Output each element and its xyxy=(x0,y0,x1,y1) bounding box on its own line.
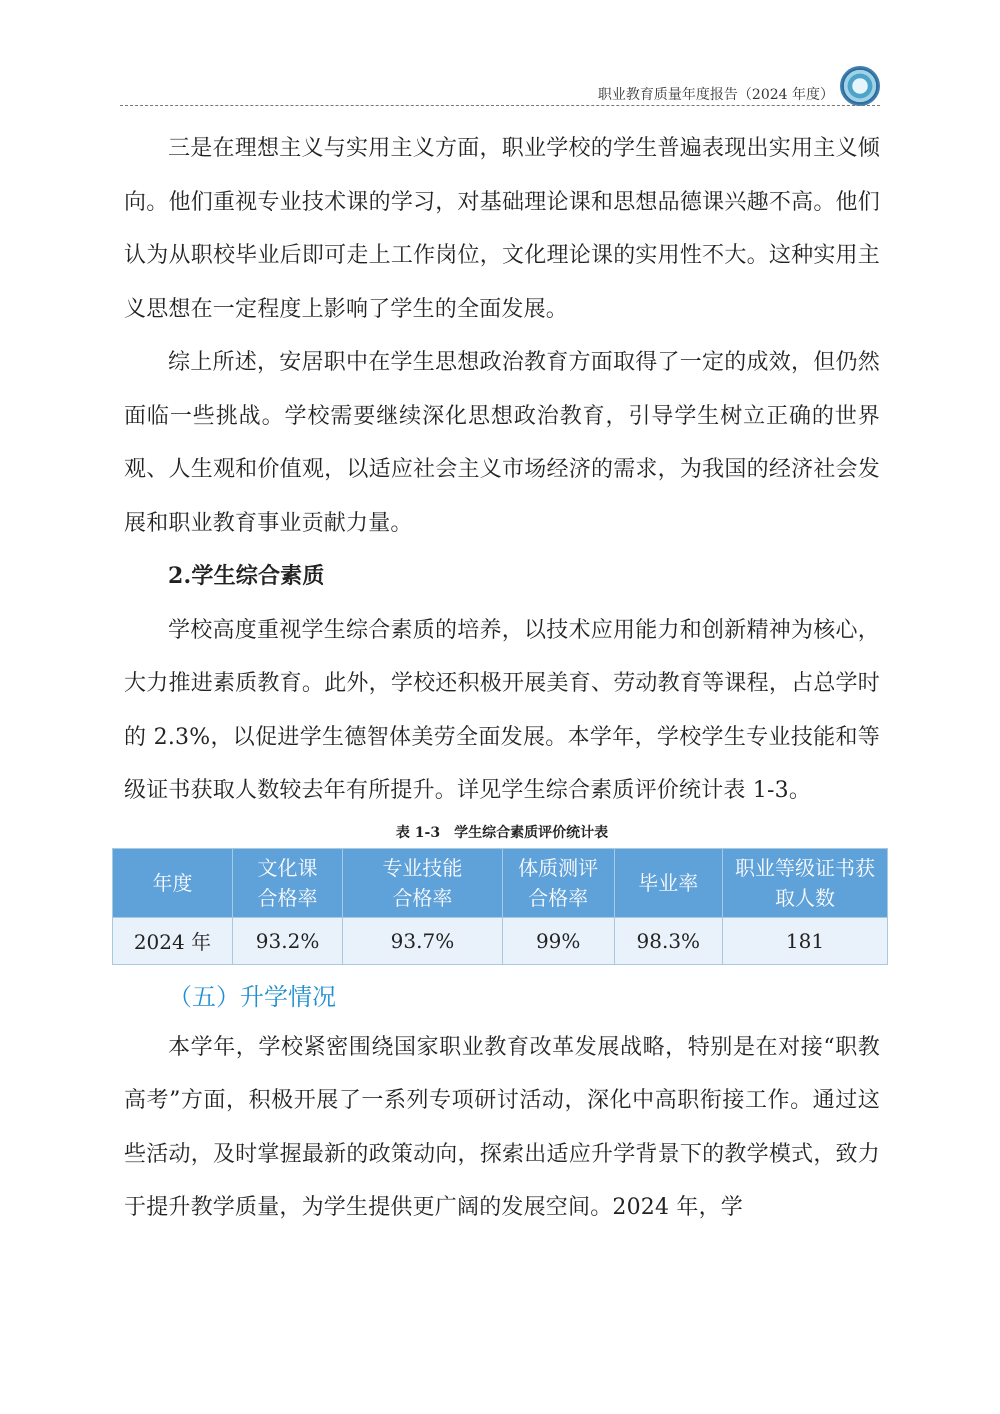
subheading-student-quality: 2.学生综合素质 xyxy=(168,563,325,589)
cell-graduation-rate: 98.3% xyxy=(614,917,722,964)
table-header-row xyxy=(113,848,888,917)
header-skill-pass-rate xyxy=(343,848,503,917)
paragraph-further-study: 本学年，学校紧密围绕国家职业教育改革发展战略，特别是在对接“职教高考”方面，积极开展了一系列专项研讨活动，深化中高职衔接工作。通过这些活动，及时掌握最新的政策动向，探索出适应升学背景下的教学模式，致力于提升教学质量，为学生提供更广阔的发展空间。2024 年，学 xyxy=(124,1034,880,1220)
page-content xyxy=(124,122,880,1235)
header-line: 专业技能 xyxy=(382,855,463,880)
table-caption: 表 1-3 学生综合素质评价统计表 xyxy=(395,824,609,841)
quality-stats-table xyxy=(112,848,888,965)
cell-year: 2024 年 xyxy=(113,917,233,964)
header-line: 合格率 xyxy=(392,885,453,910)
paragraph-student-quality: 学校高度重视学生综合素质的培养，以技术应用能力和创新精神为核心，大力推进素质教育。此外，学校还积极开展美育、劳动教育等课程，占总学时的 2.3%，以促进学生德智体美劳全面发展。本学年，学校学生专业技能和等级证书获取人数较去年有所提升。详见学生综合素质评价统计表 1-3。 xyxy=(124,617,880,803)
header-title: 职业教育质量年度报告（2024 年度） xyxy=(597,87,834,103)
header-certificate-count xyxy=(722,848,887,917)
cell-fitness-pass-rate: 99% xyxy=(502,917,614,964)
cell-culture-pass-rate: 93.2% xyxy=(232,917,342,964)
header-line: 合格率 xyxy=(528,885,589,910)
header-fitness-pass-rate xyxy=(502,848,614,917)
header-line: 职业等级证书获 xyxy=(734,855,875,880)
cell-certificate-count: 181 xyxy=(722,917,887,964)
header-graduation-label: 毕业率 xyxy=(638,870,699,895)
header-line: 文化课 xyxy=(257,855,318,880)
header-line: 合格率 xyxy=(257,885,318,910)
header-line: 取人数 xyxy=(774,885,835,910)
header-year xyxy=(113,848,233,917)
header-culture-pass-rate xyxy=(232,848,342,917)
header-year-label: 年度 xyxy=(152,870,193,895)
cell-skill-pass-rate: 93.7% xyxy=(343,917,503,964)
table-row xyxy=(113,917,888,964)
paragraph-pragmatism: 三是在理想主义与实用主义方面，职业学校的学生普遍表现出实用主义倾向。他们重视专业技术课的学习，对基础理论课和思想品德课兴趣不高。他们认为从职校毕业后即可走上工作岗位，文化理论课的实用性不大。这种实用主义思想在一定程度上影响了学生的全面发展。 xyxy=(124,136,880,322)
paragraph-summary: 综上所述，安居职中在学生思想政治教育方面取得了一定的成效，但仍然面临一些挑战。学校需要继续深化思想政治教育，引导学生树立正确的世界观、人生观和价值观，以适应社会主义市场经济的需求，为我国的经济社会发展和职业教育事业贡献力量。 xyxy=(124,350,880,536)
school-logo-icon xyxy=(840,66,880,106)
header-graduation-rate xyxy=(614,848,722,917)
header-line: 体质测评 xyxy=(518,855,599,880)
header-divider xyxy=(120,105,880,106)
section-title-further-study: （五）升学情况 xyxy=(168,982,336,1011)
page-header xyxy=(120,62,880,106)
